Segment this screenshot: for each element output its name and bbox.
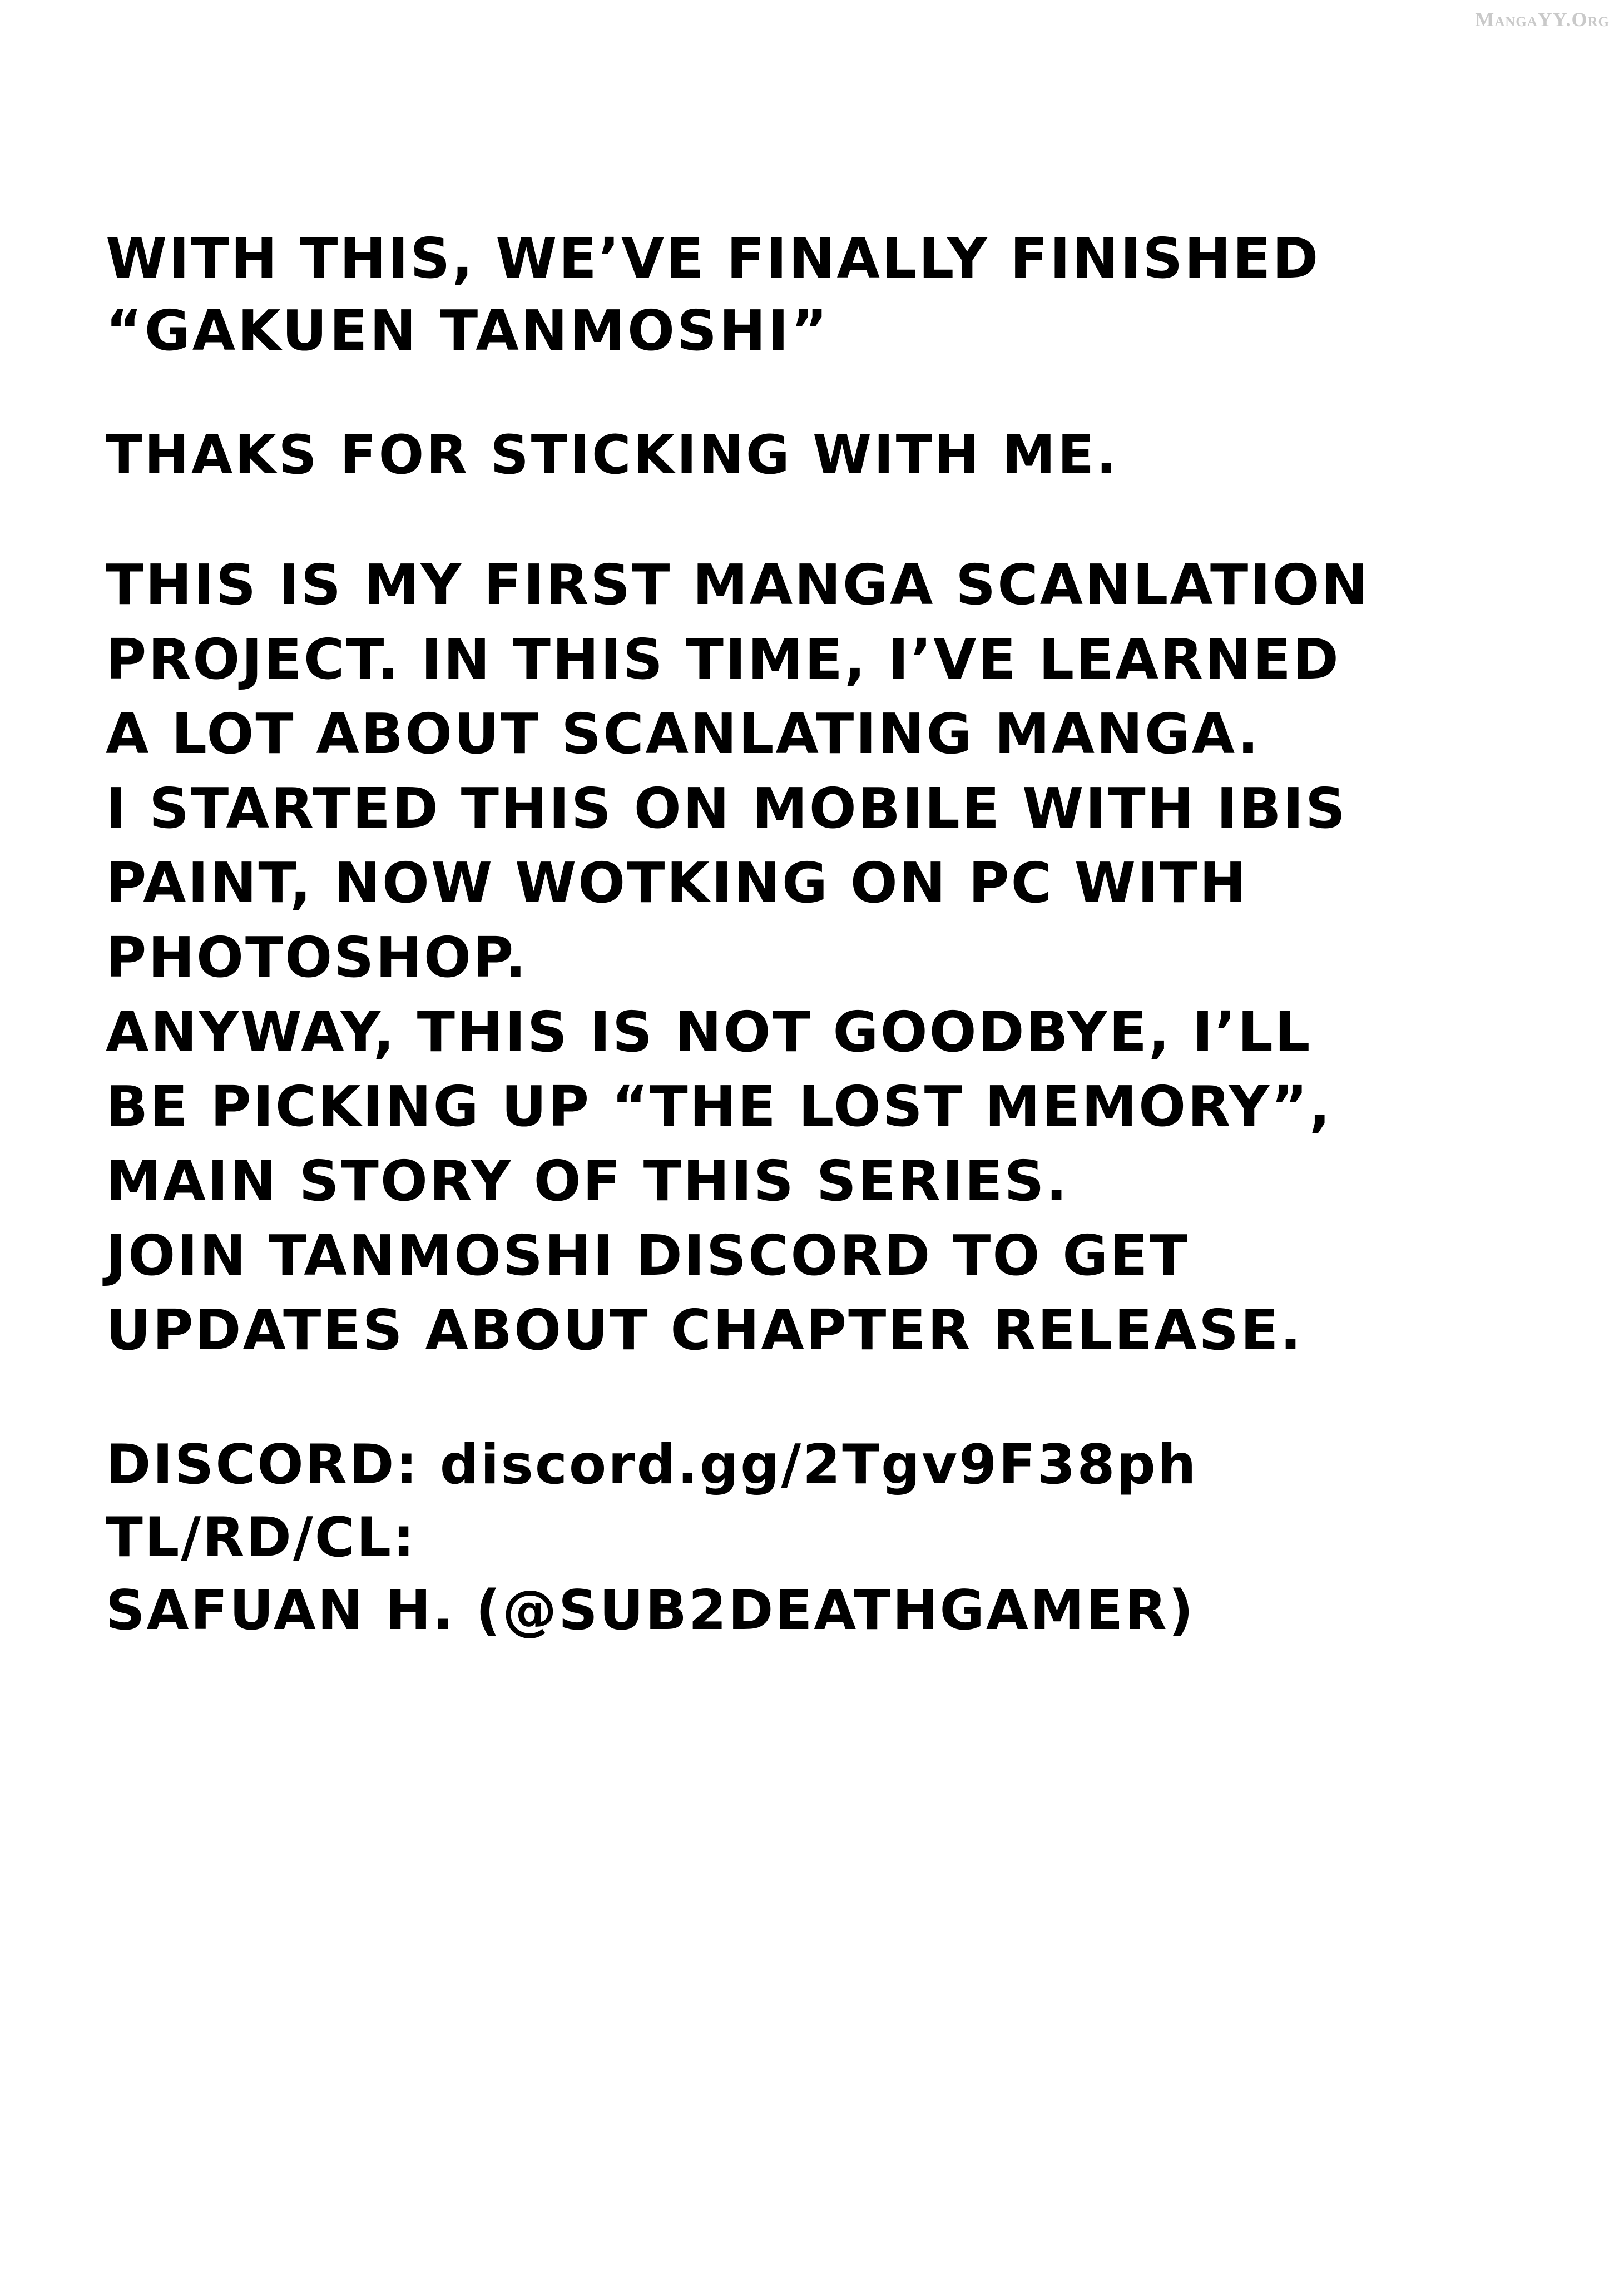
note-heading <box>106 222 1529 367</box>
note-body-line-5: PAINT, NOW WOTKING ON PC WITH <box>106 850 1248 915</box>
note-body-line-1: THIS IS MY FIRST MANGA SCANLATION <box>106 552 1370 617</box>
note-body-line-11: UPDATES ABOUT CHAPTER RELEASE. <box>106 1297 1303 1363</box>
discord-link-line[interactable]: DISCORD: discord.gg/2Tgv9F38ph <box>106 1433 1198 1497</box>
note-body-line-8: BE PICKING UP “THE LOST MEMORY”, <box>106 1073 1332 1139</box>
spacer-1 <box>106 367 1529 420</box>
note-body-line-10: JOIN TANMOSHI DISCORD TO GET <box>106 1222 1189 1288</box>
credits-role-line: TL/RD/CL: <box>106 1506 417 1570</box>
note-heading-line-1: WITH THIS, WE’VE FINALLY FINISHED <box>106 226 1320 291</box>
note-body <box>106 548 1529 1368</box>
note-body-line-2: PROJECT. IN THIS TIME, I’VE LEARNED <box>106 626 1340 692</box>
note-body-line-6: PHOTOSHOP. <box>106 924 528 990</box>
note-body-line-3: A LOT ABOUT SCANLATING MANGA. <box>106 701 1261 766</box>
note-body-line-9: MAIN STORY OF THIS SERIES. <box>106 1148 1069 1214</box>
credits-name-line: SAFUAN H. (@SUB2DEATHGAMER) <box>106 1579 1195 1643</box>
translator-note <box>106 222 1529 1648</box>
spacer-3 <box>106 1368 1529 1429</box>
note-body-line-4: I STARTED THIS ON MOBILE WITH IBIS <box>106 775 1347 841</box>
note-body-line-7: ANYWAY, THIS IS NOT GOODBYE, I’LL <box>106 999 1312 1064</box>
note-heading-line-2: “GAKUEN TANMOSHI” <box>106 298 830 363</box>
note-thanks <box>106 420 1529 490</box>
note-thanks-line: THAKS FOR STICKING WITH ME. <box>106 424 1119 486</box>
site-watermark: MangaYY.Org <box>1475 8 1610 31</box>
spacer-2 <box>106 490 1529 548</box>
note-credits <box>106 1429 1529 1648</box>
